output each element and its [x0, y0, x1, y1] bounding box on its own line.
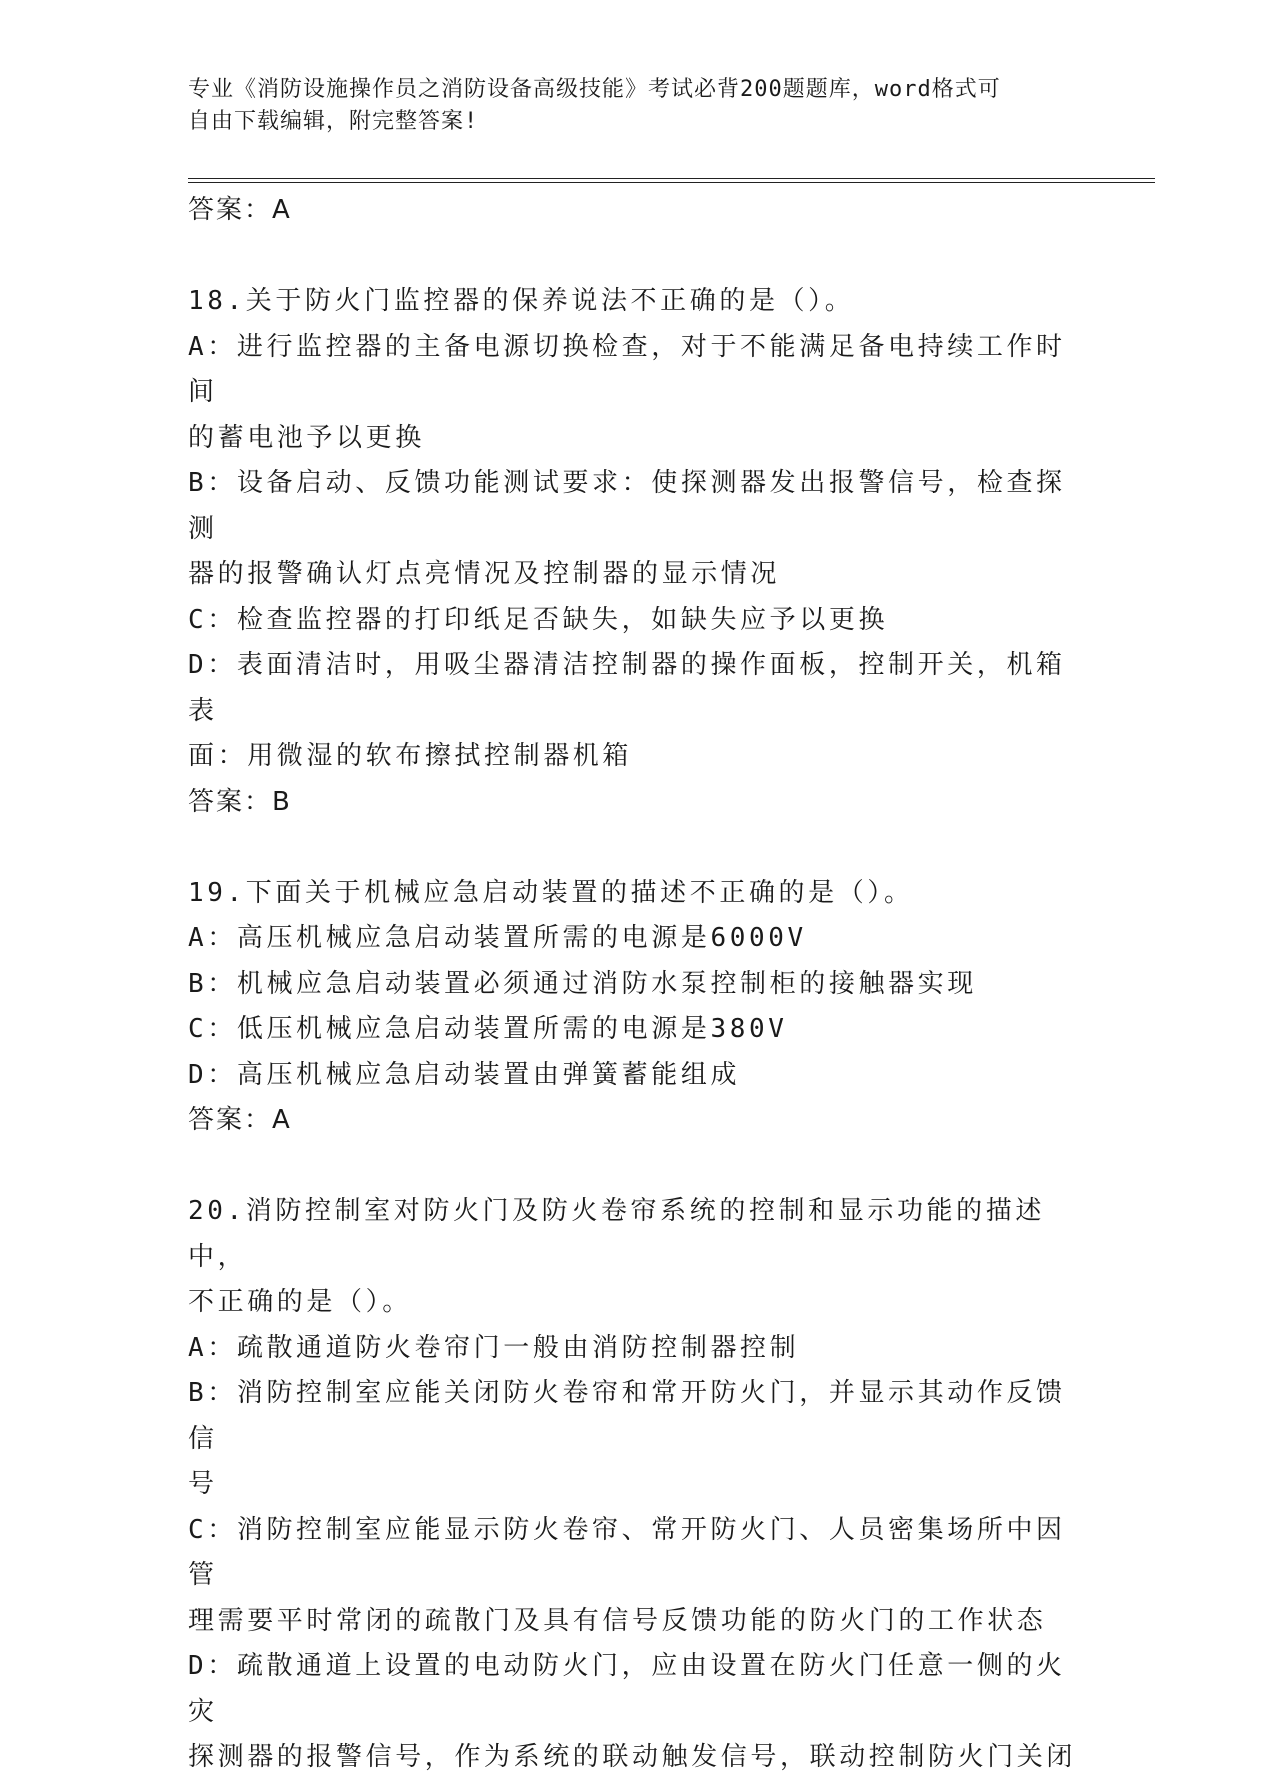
option-a: A：疏散通道防火卷帘门一般由消防控制器控制 — [188, 1332, 800, 1363]
option-b-cont: 器的报警确认灯点亮情况及控制器的显示情况 — [188, 559, 781, 589]
spacer — [188, 234, 1078, 280]
option-b-cont: 号 — [188, 1469, 218, 1499]
option-b: B：机械应急启动装置必须通过消防水泵控制柜的接触器实现 — [188, 968, 977, 999]
header-line-1: 专业《消防设施操作员之消防设备高级技能》考试必背200题题库，word格式可 — [188, 77, 1001, 102]
option-c: C：检查监控器的打印纸足否缺失，如缺失应予以更换 — [188, 604, 889, 635]
question-stem: 20.消防控制室对防火门及防火卷帘系统的控制和显示功能的描述中， — [188, 1196, 1045, 1272]
question-19 — [188, 871, 1078, 1144]
option-d-cont: 探测器的报警信号，作为系统的联动触发信号，联动控制防火门关闭 — [188, 1742, 1077, 1772]
option-a: A：高压机械应急启动装置所需的电源是6000V — [188, 923, 807, 953]
question-stem: 18.关于防火门监控器的保养说法不正确的是（）。 — [188, 286, 855, 316]
header-divider — [188, 178, 1155, 183]
page-header — [188, 74, 1068, 138]
question-list — [188, 188, 1078, 1781]
answer-19: 答案：A — [188, 1105, 292, 1135]
option-d-cont: 面：用微湿的软布擦拭控制器机箱 — [188, 741, 633, 771]
option-c: C：低压机械应急启动装置所需的电源是380V — [188, 1014, 788, 1044]
option-a: A：进行监控器的主备电源切换检查，对于不能满足备电持续工作时间 — [188, 331, 1066, 407]
question-stem-cont: 不正确的是（）。 — [188, 1287, 412, 1317]
option-c-cont: 理需要平时常闭的疏散门及具有信号反馈功能的防火门的工作状态 — [188, 1605, 1047, 1636]
header-line-2: 自由下载编辑，附完整答案! — [188, 109, 479, 134]
option-b: B：消防控制室应能关闭防火卷帘和常开防火门，并显示其动作反馈信 — [188, 1378, 1066, 1454]
option-d: D：高压机械应急启动装置由弹簧蓄能组成 — [188, 1059, 741, 1090]
option-d: D：表面清洁时，用吸尘器清洁控制器的操作面板，控制开关，机箱表 — [188, 650, 1066, 726]
option-b: B：设备启动、反馈功能测试要求：使探测器发出报警信号，检查探测 — [188, 468, 1066, 544]
question-20 — [188, 1189, 1078, 1781]
option-c: C：消防控制室应能显示防火卷帘、常开防火门、人员密集场所中因管 — [188, 1514, 1066, 1590]
spacer — [188, 1144, 1078, 1190]
option-a-cont: 的蓄电池予以更换 — [188, 422, 425, 453]
question-stem: 19.下面关于机械应急启动装置的描述不正确的是（）。 — [188, 877, 914, 908]
spacer — [188, 825, 1078, 871]
option-d: D：疏散通道上设置的电动防火门，应由设置在防火门任意一侧的火灾 — [188, 1651, 1066, 1727]
answer-17: 答案：A — [188, 195, 292, 225]
answer-18: 答案：B — [188, 786, 292, 817]
question-18 — [188, 279, 1078, 825]
